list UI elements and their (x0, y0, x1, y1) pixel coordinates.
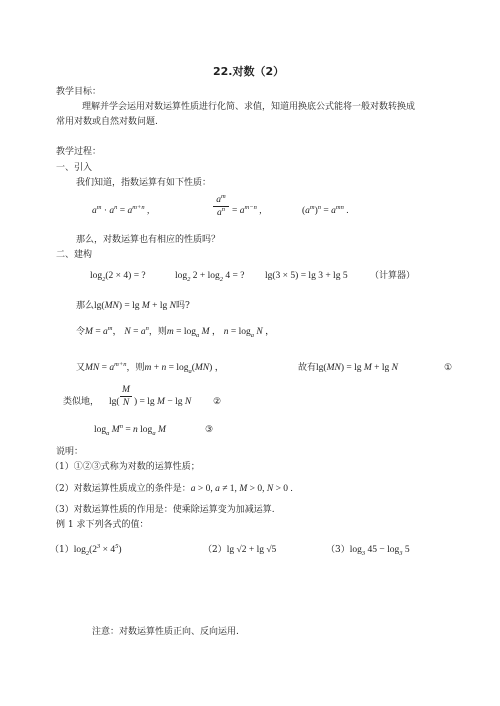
exponent-rule-quotient: = $a^{m-n}$ , (232, 203, 262, 216)
goals-line-2: 常用对数或自然对数问题. (56, 117, 158, 127)
example-item-1: $(1)\log_2(2^3 \times 4^5)$ (50, 542, 122, 557)
footer-note: 注意：对数运算性质正向、反向运用. (92, 627, 239, 637)
note-3: （3）对数运算性质的作用是：使乘除运算变为加减运算. (50, 505, 275, 515)
formula-lg-example: lg(3 × 5) = lg 3 + lg 5 (265, 271, 348, 281)
example-heading: 例 1 求下列各式的值： (56, 520, 149, 530)
property-mark-3: ③ (205, 425, 214, 435)
notes-heading: 说明： (56, 447, 84, 457)
formula-quotient-rule: ) = lg M − lg N (134, 397, 192, 407)
calculator-note: （计算器） (370, 271, 416, 281)
intro-text: 我们知道，指数运算有如下性质： (76, 178, 212, 188)
exponent-rule-power: $(a^m)^n = a^{mn}$ . (302, 203, 349, 216)
intro-heading: 一、引入 (56, 163, 93, 173)
intro-question: 那么，对数运算也有相应的性质吗？ (76, 235, 221, 245)
build-heading: 二、建构 (56, 250, 93, 260)
build-let-line: 令$M = a^m$， $N = a^n$，则$m = \log_a M$ ， $n = \log_a N$ ， (76, 324, 275, 339)
formula-log-product-example: $\log_2(2 \times 4)$ = ? (90, 271, 146, 283)
property-mark-2: ② (213, 397, 222, 407)
goals-line-1: 理解并学会运用对数运算性质进行化简、求值，知道用换底公式能将一般对数转换成 (82, 102, 416, 112)
build-derivation-line: 又MN = $a^{m+n}$，则$m + n = \log_a(MN)$ ， (76, 360, 225, 375)
note-1: （1）①②③式称为对数的运算性质； (50, 462, 200, 472)
formula-log-sum-example: $\log_2 2 + \log_2 4$ = ? (175, 271, 245, 283)
exponent-rule-product: $a^m \cdot a^n = a^{m+n}$ , (92, 203, 150, 216)
build-question: 那么lg(MN) = lg M + lg N吗? (76, 301, 190, 311)
page-title: 22.对数（2） (213, 65, 285, 78)
exponent-rule-quotient-fraction: $a^m$ $a^n$ (213, 195, 229, 218)
goals-heading: 教学目标： (56, 87, 102, 97)
similarly-label: 类似地， (63, 397, 100, 407)
build-conclusion: 故有lg(MN) = lg M + lg N (298, 363, 399, 373)
formula-quotient-fraction: M N (120, 385, 132, 408)
process-heading: 教学过程： (56, 147, 102, 157)
property-mark-1: ① (444, 363, 453, 373)
formula-power-rule: $\log_a M^n = n$ $\log_a M$ (94, 422, 166, 437)
note-2: （2）对数运算性质成立的条件是：a > 0, a ≠ 1, M > 0, N > 0 . (50, 484, 293, 494)
example-item-3: $(3)\log_3$ $45 - \log_3 5$ (326, 545, 410, 557)
formula-lg-prefix: lg( (109, 397, 120, 407)
example-item-2: （2）lg √2 + lg √5 (203, 545, 277, 555)
